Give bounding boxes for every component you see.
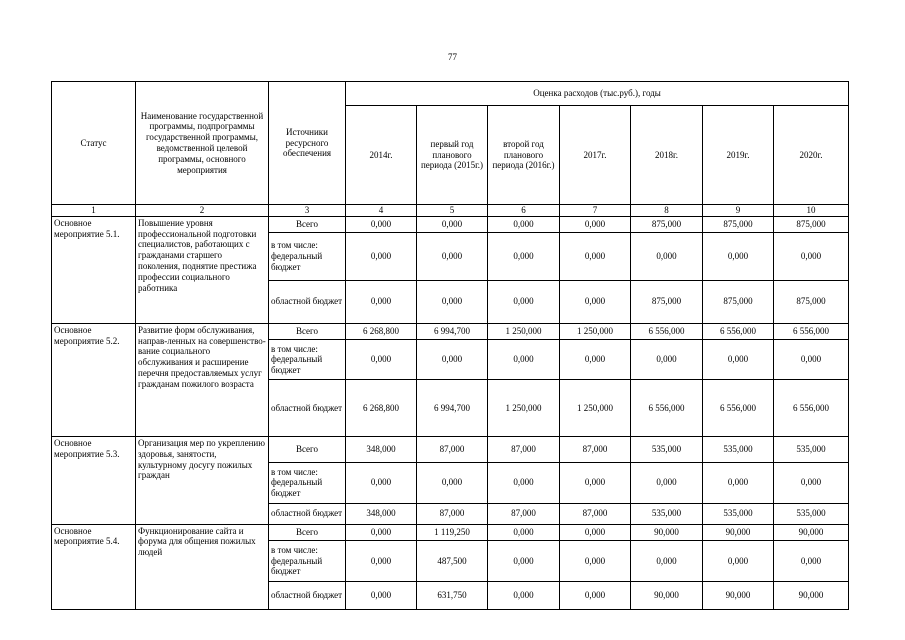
value-cell: 0,000 xyxy=(488,582,560,610)
value-cell: 1 250,000 xyxy=(560,380,631,437)
source-cell: Всего xyxy=(269,323,346,339)
source-cell: областной бюджет xyxy=(269,380,346,437)
value-cell: 0,000 xyxy=(560,280,631,323)
table-row xyxy=(52,323,849,339)
header-year: 2019г. xyxy=(703,106,774,205)
value-cell: 87,000 xyxy=(560,437,631,463)
status-cell: Основное мероприятие 5.4. xyxy=(52,524,136,609)
header-name: Наименование государственной программы, подпрограммы государственной программы, ведомственной целевой программы, основного мероприятия xyxy=(136,82,269,205)
value-cell: 0,000 xyxy=(774,340,849,380)
value-cell: 0,000 xyxy=(346,524,417,540)
value-cell: 0,000 xyxy=(560,582,631,610)
value-cell: 535,000 xyxy=(774,437,849,463)
header-expenses: Оценка расходов (тыс.руб.), годы xyxy=(346,82,849,106)
value-cell: 6 994,700 xyxy=(417,380,488,437)
header-year: 2018г. xyxy=(631,106,703,205)
value-cell: 90,000 xyxy=(703,582,774,610)
value-cell: 0,000 xyxy=(346,216,417,232)
value-cell: 875,000 xyxy=(774,216,849,232)
column-number: 10 xyxy=(774,205,849,217)
activity-name-cell: Повышение уровня профессиональной подготовки специалистов, работающих с гражданами старшего поколения, поднятие престижа профессии социального работника xyxy=(136,216,269,323)
budget-table xyxy=(51,81,849,610)
activity-name-cell: Развитие форм обслуживания, направ-ленных на совершенство-вание социального обслуживания и расширение перечня предоставляемых услуг гражданам пожилого возраста xyxy=(136,323,269,436)
value-cell: 535,000 xyxy=(703,437,774,463)
source-cell: областной бюджет xyxy=(269,582,346,610)
value-cell: 1 250,000 xyxy=(560,323,631,339)
value-cell: 0,000 xyxy=(774,462,849,503)
value-cell: 90,000 xyxy=(774,524,849,540)
value-cell: 1 250,000 xyxy=(488,323,560,339)
value-cell: 6 556,000 xyxy=(774,380,849,437)
value-cell: 87,000 xyxy=(417,503,488,524)
value-cell: 875,000 xyxy=(703,280,774,323)
value-cell: 535,000 xyxy=(703,503,774,524)
value-cell: 0,000 xyxy=(417,340,488,380)
value-cell: 90,000 xyxy=(703,524,774,540)
value-cell: 0,000 xyxy=(703,462,774,503)
source-cell: в том числе: федеральный бюджет xyxy=(269,340,346,380)
column-number: 9 xyxy=(703,205,774,217)
table-row xyxy=(52,216,849,232)
value-cell: 631,750 xyxy=(417,582,488,610)
value-cell: 6 556,000 xyxy=(631,380,703,437)
value-cell: 90,000 xyxy=(774,582,849,610)
source-cell: Всего xyxy=(269,524,346,540)
value-cell: 875,000 xyxy=(631,216,703,232)
value-cell: 6 556,000 xyxy=(774,323,849,339)
value-cell: 1 250,000 xyxy=(488,380,560,437)
value-cell: 0,000 xyxy=(488,216,560,232)
value-cell: 535,000 xyxy=(774,503,849,524)
value-cell: 87,000 xyxy=(488,503,560,524)
value-cell: 0,000 xyxy=(560,462,631,503)
value-cell: 1 119,250 xyxy=(417,524,488,540)
value-cell: 0,000 xyxy=(346,233,417,280)
value-cell: 0,000 xyxy=(774,233,849,280)
source-cell: в том числе: федеральный бюджет xyxy=(269,462,346,503)
activity-name-cell: Организация мер по укреплению здоровья, занятости, культурному досугу пожилых граждан xyxy=(136,437,269,524)
value-cell: 875,000 xyxy=(774,280,849,323)
header-year: второй год планового периода (2016г.) xyxy=(488,106,560,205)
column-number: 6 xyxy=(488,205,560,217)
header-year: 2017г. xyxy=(560,106,631,205)
value-cell: 487,500 xyxy=(417,540,488,581)
status-cell: Основное мероприятие 5.3. xyxy=(52,437,136,524)
value-cell: 0,000 xyxy=(631,340,703,380)
value-cell: 6 994,700 xyxy=(417,323,488,339)
value-cell: 0,000 xyxy=(703,540,774,581)
value-cell: 87,000 xyxy=(417,437,488,463)
value-cell: 0,000 xyxy=(631,540,703,581)
source-cell: в том числе: федеральный бюджет xyxy=(269,540,346,581)
status-cell: Основное мероприятие 5.1. xyxy=(52,216,136,323)
header-status: Статус xyxy=(52,82,136,205)
header-year: 2020г. xyxy=(774,106,849,205)
header-year: 2014г. xyxy=(346,106,417,205)
value-cell: 0,000 xyxy=(631,462,703,503)
value-cell: 348,000 xyxy=(346,503,417,524)
table-row xyxy=(52,524,849,540)
table-row xyxy=(52,437,849,463)
source-cell: Всего xyxy=(269,216,346,232)
column-number: 4 xyxy=(346,205,417,217)
source-cell: в том числе: федеральный бюджет xyxy=(269,233,346,280)
value-cell: 0,000 xyxy=(346,462,417,503)
value-cell: 87,000 xyxy=(488,437,560,463)
value-cell: 90,000 xyxy=(631,524,703,540)
column-number: 8 xyxy=(631,205,703,217)
value-cell: 0,000 xyxy=(488,280,560,323)
column-number: 3 xyxy=(269,205,346,217)
value-cell: 0,000 xyxy=(417,216,488,232)
column-number: 7 xyxy=(560,205,631,217)
column-number: 5 xyxy=(417,205,488,217)
value-cell: 0,000 xyxy=(560,216,631,232)
value-cell: 6 268,800 xyxy=(346,380,417,437)
source-cell: Всего xyxy=(269,437,346,463)
page-number: 77 xyxy=(448,52,457,62)
value-cell: 0,000 xyxy=(417,462,488,503)
value-cell: 0,000 xyxy=(346,540,417,581)
value-cell: 0,000 xyxy=(346,340,417,380)
value-cell: 0,000 xyxy=(417,233,488,280)
value-cell: 0,000 xyxy=(488,462,560,503)
column-number: 2 xyxy=(136,205,269,217)
value-cell: 535,000 xyxy=(631,437,703,463)
value-cell: 535,000 xyxy=(631,503,703,524)
value-cell: 0,000 xyxy=(560,233,631,280)
status-cell: Основное мероприятие 5.2. xyxy=(52,323,136,436)
column-number: 1 xyxy=(52,205,136,217)
value-cell: 6 268,800 xyxy=(346,323,417,339)
value-cell: 0,000 xyxy=(488,340,560,380)
header-source: Источники ресурсного обеспечения xyxy=(269,82,346,205)
value-cell: 0,000 xyxy=(488,540,560,581)
activity-name-cell: Функционирование сайта и форума для общения пожилых людей xyxy=(136,524,269,609)
value-cell: 0,000 xyxy=(488,524,560,540)
value-cell: 0,000 xyxy=(417,280,488,323)
value-cell: 6 556,000 xyxy=(703,380,774,437)
value-cell: 87,000 xyxy=(560,503,631,524)
value-cell: 0,000 xyxy=(346,280,417,323)
value-cell: 875,000 xyxy=(703,216,774,232)
value-cell: 0,000 xyxy=(488,233,560,280)
value-cell: 0,000 xyxy=(560,340,631,380)
source-cell: областной бюджет xyxy=(269,280,346,323)
value-cell: 875,000 xyxy=(631,280,703,323)
value-cell: 0,000 xyxy=(703,340,774,380)
value-cell: 90,000 xyxy=(631,582,703,610)
value-cell: 0,000 xyxy=(346,582,417,610)
source-cell: областной бюджет xyxy=(269,503,346,524)
value-cell: 0,000 xyxy=(703,233,774,280)
value-cell: 0,000 xyxy=(560,524,631,540)
value-cell: 6 556,000 xyxy=(631,323,703,339)
value-cell: 348,000 xyxy=(346,437,417,463)
value-cell: 0,000 xyxy=(631,233,703,280)
header-year: первый год планового периода (2015г.) xyxy=(417,106,488,205)
value-cell: 6 556,000 xyxy=(703,323,774,339)
value-cell: 0,000 xyxy=(774,540,849,581)
value-cell: 0,000 xyxy=(560,540,631,581)
